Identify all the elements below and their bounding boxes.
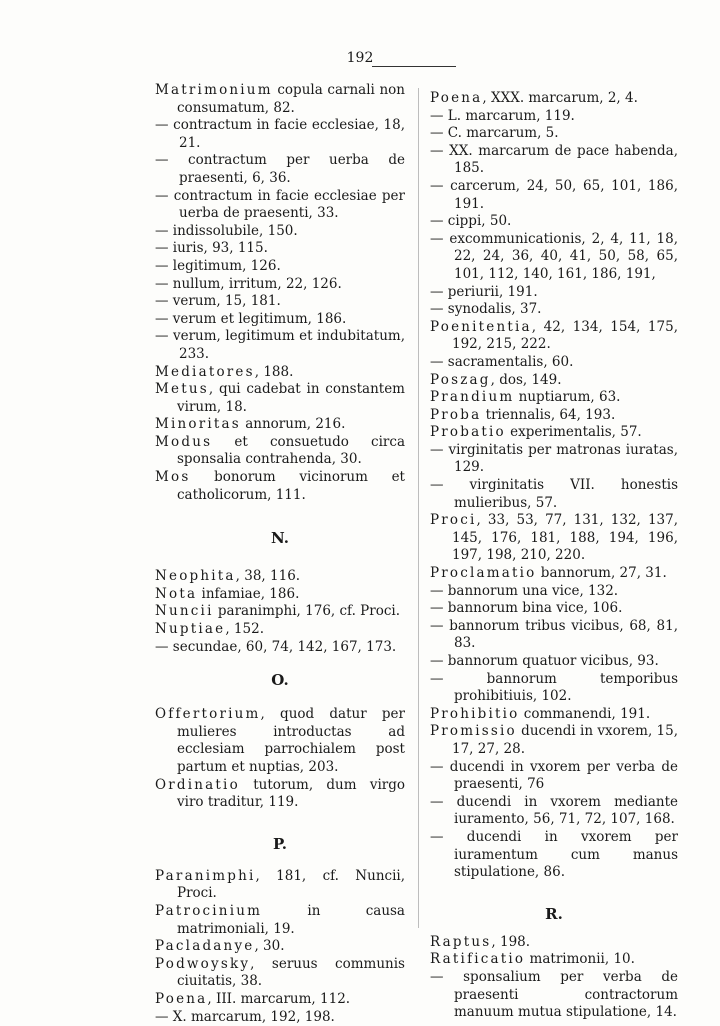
index-subentry: — verum, legitimum et indubitatum, 233.: [155, 328, 405, 362]
index-entry: [430, 706, 678, 724]
entry-text: , 42, 134, 154, 175, 192, 215, 222.: [452, 318, 678, 353]
right-column: [430, 90, 678, 1022]
entry-headword: Promissio: [430, 723, 517, 740]
entry-text: , XXX. marcarum, 2, 4.: [482, 90, 638, 106]
entry-text: , seruus communis ciuitatis, 38.: [177, 955, 405, 990]
entry-headword: Proci: [430, 512, 477, 529]
entry-text: , 30.: [254, 938, 285, 955]
page-number-rule: [372, 66, 456, 67]
index-subentry: — XX. marcarum de pace habenda, 185.: [430, 142, 678, 177]
entry-text: experimentalis, 57.: [505, 424, 642, 441]
entry-text: copula carnali non consumatum, 82.: [177, 82, 405, 116]
index-entry: [155, 621, 405, 639]
entry-text: triennalis, 64, 193.: [481, 406, 616, 423]
entry-text: , III. marcarum, 112.: [207, 990, 351, 1007]
entry-text: matrimonii, 10.: [525, 951, 635, 968]
index-subentry: — verum, 15, 181.: [155, 293, 281, 310]
entry-headword: Prandium: [430, 389, 515, 406]
index-entry: [155, 777, 405, 812]
index-entry: [430, 424, 678, 442]
index-entry: [155, 82, 405, 117]
section-letter: P.: [272, 834, 288, 853]
index-subentry: — L. marcarum, 119.: [430, 107, 575, 124]
entry-headword: Paranimphi: [155, 867, 256, 884]
entry-text: , 38, 116.: [235, 568, 301, 585]
index-subentry: — ducendi in vxorem per verba de praesenti, 76: [430, 758, 678, 793]
index-subentry: — nullum, irritum, 22, 126.: [155, 275, 342, 292]
index-subentry: — X. marcarum, 192, 198.: [155, 1008, 335, 1025]
index-entry: [430, 723, 678, 758]
entry-text: nuptiarum, 63.: [514, 389, 621, 406]
entry-headword: Poszag: [430, 371, 491, 388]
index-entry: [430, 565, 678, 583]
index-entry: [155, 903, 405, 938]
entry-headword: Patrocinium: [155, 902, 263, 919]
index-subentry: — contractum in facie ecclesiae per uerba de praesenti, 33.: [155, 187, 405, 222]
entry-headword: Podwoysky: [155, 955, 251, 972]
entry-text: , quod datur per mulieres introductas ad ecclesiam parrochialem post partum et nuptias, 203.: [177, 706, 405, 775]
entry-headword: Ordinatio: [155, 776, 240, 793]
entry-text: , 33, 53, 77, 131, 132, 137, 145, 176, 181, 188, 194, 196, 197, 198, 210, 220.: [452, 512, 678, 564]
entry-headword: Pacladanye: [155, 938, 255, 955]
index-entry: [155, 956, 405, 991]
index-subentry: — periurii, 191.: [430, 283, 538, 300]
index-subentry: — cippi, 50.: [430, 213, 512, 230]
index-entry: [430, 319, 678, 354]
entry-headword: Offertorium: [155, 706, 261, 723]
index-entry: [155, 938, 405, 956]
index-entry: [430, 407, 678, 425]
entry-headword: Minoritas: [155, 416, 241, 433]
index-subentry: — ducendi in vxorem per iuramentum cum manus stipulatione, 86.: [430, 828, 678, 881]
entry-text: ducendi in vxorem, 15, 17, 27, 28.: [452, 723, 678, 757]
index-entry: [155, 381, 405, 416]
index-subentry: — bannorum bina vice, 106.: [430, 600, 623, 617]
index-entry: [155, 586, 405, 604]
entry-headword: Neophita: [155, 568, 236, 585]
entry-text: , 198.: [491, 933, 531, 950]
index-subentry: — sacramentalis, 60.: [430, 353, 574, 370]
section-letter: O.: [271, 671, 289, 690]
entry-text: et consuetudo circa sponsalia contrahenda, 30.: [177, 433, 405, 468]
entry-headword: Poena: [430, 90, 483, 106]
entry-headword: Raptus: [430, 933, 492, 950]
entry-text: tutorum, dum virgo viro traditur, 119.: [177, 776, 405, 811]
index-subentry: — bannorum quatuor vicibus, 93.: [430, 653, 659, 669]
entry-headword: Poena: [155, 990, 208, 1007]
entry-headword: Matrimonium: [155, 82, 273, 98]
column-divider: [418, 88, 419, 928]
entry-text: , 152.: [225, 621, 264, 638]
entry-headword: Nuptiae: [155, 621, 226, 638]
index-subentry: — ducendi in vxorem mediante iuramento, 56, 71, 72, 107, 168.: [430, 793, 678, 828]
entry-text: bannorum, 27, 31.: [536, 565, 667, 582]
index-entry: [430, 951, 678, 969]
index-subentry: — virginitatis per matronas iuratas, 129.: [430, 441, 678, 476]
entry-headword: Ratificatio: [430, 951, 526, 968]
index-subentry: — legitimum, 126.: [155, 257, 281, 274]
index-entry: [430, 372, 678, 390]
page-number: 192: [346, 50, 374, 66]
entry-headword: Mos: [155, 469, 191, 486]
entry-text: , dos, 149.: [490, 371, 562, 388]
entry-headword: Nota: [155, 585, 198, 602]
entry-text: annorum, 216.: [240, 416, 346, 433]
entry-text: in causa matrimoniali, 19.: [177, 902, 405, 937]
index-entry: [155, 469, 405, 504]
index-entry: [155, 991, 405, 1009]
entry-text: bonorum vicinorum et catholicorum, 111.: [177, 469, 405, 503]
index-entry: [430, 389, 678, 407]
index-subentry: — indissolubile, 150.: [155, 222, 298, 239]
entry-headword: Mediatores: [155, 363, 255, 380]
entry-text: infamiae, 186.: [197, 585, 300, 602]
entry-text: , qui cadebat in constantem virum, 18.: [177, 381, 405, 415]
entry-text: , 188.: [254, 363, 294, 380]
index-subentry: — C. marcarum, 5.: [430, 125, 559, 142]
left-column: [155, 82, 405, 1026]
index-entry: [155, 568, 405, 586]
index-subentry: — verum et legitimum, 186.: [155, 310, 347, 327]
entry-headword: Proba: [430, 406, 482, 423]
entry-headword: Proclamatio: [430, 565, 537, 582]
entry-headword: Metus: [155, 381, 209, 398]
index-entry: [155, 706, 405, 776]
index-subentry: — virginitatis VII. honestis mulieribus, 57.: [430, 477, 678, 511]
index-subentry: — secundae, 60, 74, 142, 167, 173.: [155, 638, 397, 655]
index-subentry: — excommunicationis, 2, 4, 11, 18, 22, 24, 36, 40, 41, 50, 58, 65, 101, 112, 140, 161, 186, 191,: [430, 230, 678, 282]
entry-headword: Prohibitio: [430, 705, 520, 722]
index-entry: [430, 512, 678, 565]
index-subentry: — sponsalium per verba de praesenti contractorum manuum mutua stipulatione, 14.: [430, 968, 678, 1021]
index-subentry: — bannorum temporibus prohibitiuis, 102.: [430, 670, 678, 705]
section-letter: N.: [271, 529, 289, 548]
entry-headword: Modus: [155, 433, 213, 450]
index-entry: [430, 934, 678, 952]
index-entry: [155, 364, 405, 382]
entry-headword: Poenitentia: [430, 318, 532, 335]
entry-text: commanendi, 191.: [519, 705, 651, 722]
index-entry: [155, 416, 405, 434]
index-entry: [430, 90, 678, 108]
index-entry: [155, 868, 405, 903]
index-subentry: — iuris, 93, 115.: [155, 240, 268, 257]
index-subentry: — bannorum tribus vicibus, 68, 81, 83.: [430, 617, 678, 652]
index-subentry: — contractum per uerba de praesenti, 6, 36.: [155, 152, 405, 186]
index-subentry: — synodalis, 37.: [430, 301, 542, 318]
index-entry: [155, 434, 405, 469]
entry-text: , 181, cf. Nuncii, Proci.: [177, 867, 405, 902]
index-subentry: — bannorum una vice, 132.: [430, 582, 619, 599]
entry-text: paranimphi, 176, cf. Proci.: [213, 603, 400, 620]
section-letter: R.: [545, 904, 563, 923]
index-entry: [155, 603, 405, 621]
index-subentry: — contractum in facie ecclesiae, 18, 21.: [155, 117, 405, 151]
entry-headword: Probatio: [430, 424, 506, 441]
index-subentry: — carcerum, 24, 50, 65, 101, 186, 191.: [430, 177, 678, 212]
entry-headword: Nuncii: [155, 603, 214, 620]
